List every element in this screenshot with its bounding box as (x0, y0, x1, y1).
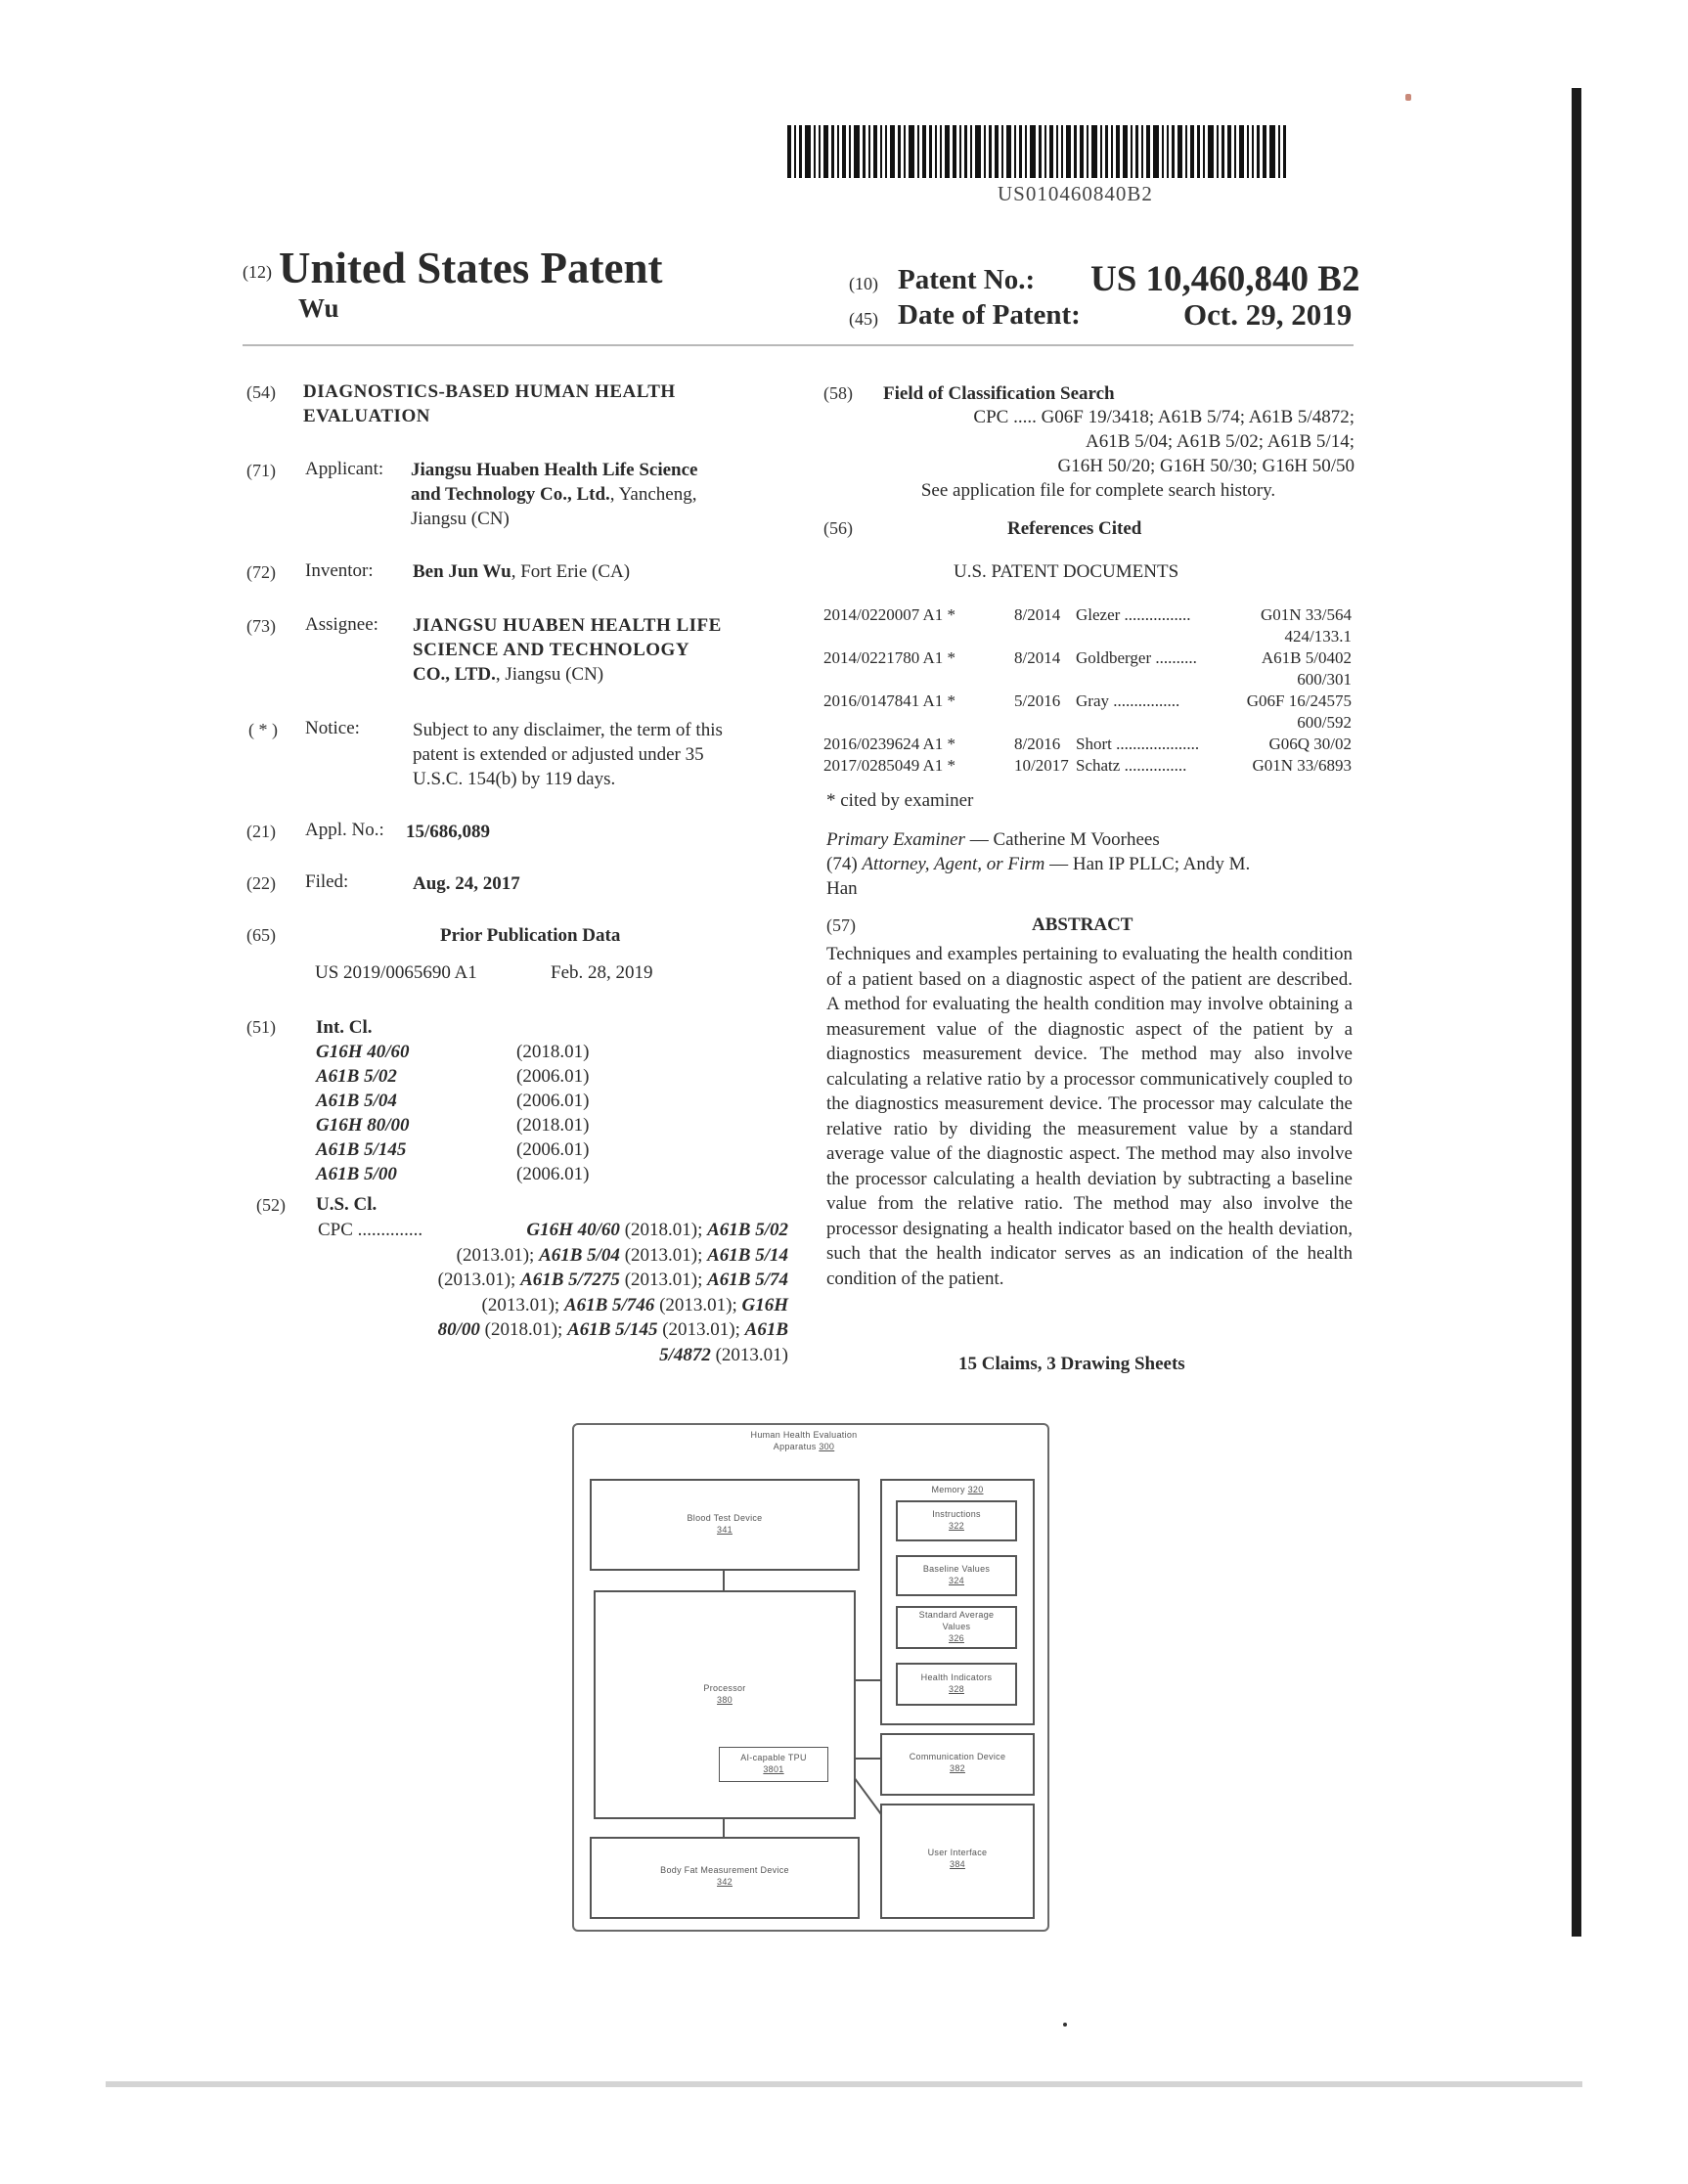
int-cl-version: (2018.01) (516, 1115, 590, 1136)
section-title: Field of Classification Search (883, 383, 1115, 404)
field-code: (21) (246, 822, 276, 841)
reference-class: A61B 5/0402 (1261, 648, 1352, 667)
barcode-bar (880, 125, 882, 178)
barcode-bar (970, 125, 972, 178)
figure-ref-num: 300 (819, 1442, 835, 1451)
barcode-bar (989, 125, 992, 178)
us-cl-line: G16H 40/60 (2018.01); A61B 5/02 (526, 1220, 788, 1240)
barcode-bar (873, 125, 877, 178)
us-cl-code: A61B 5/74 (707, 1270, 788, 1290)
attorney-name: — Han IP PLLC; Andy M. (1049, 854, 1251, 874)
field-code: (74) (826, 854, 858, 874)
scan-bottom-edge (106, 2081, 1582, 2087)
barcode-bar (1091, 125, 1097, 178)
barcode-bar (1030, 125, 1036, 178)
standard-average-values-box (896, 1606, 1017, 1649)
barcode-bar (922, 125, 926, 178)
int-cl-row (316, 1064, 629, 1089)
barcode-bar (1269, 125, 1275, 178)
barcode-bar (1049, 125, 1053, 178)
int-cl-code: A61B 5/04 (316, 1091, 397, 1111)
us-cl-code: A61B 5/746 (563, 1294, 655, 1315)
us-cl-code: 5/4872 (659, 1344, 711, 1365)
reference-class: G01N 33/6893 (1252, 756, 1352, 775)
box-label: Body Fat Measurement Device (660, 1865, 789, 1875)
reference-row (823, 604, 1352, 626)
classification-note: See application file for complete search history. (920, 480, 1276, 501)
barcode-bar (959, 125, 961, 178)
cpc-label: CPC .............. (318, 1220, 423, 1240)
classification-line: A61B 5/04; A61B 5/02; A61B 5/14; (1085, 431, 1355, 452)
box-ref-num: 380 (717, 1695, 733, 1705)
box-label: Instructions (932, 1509, 981, 1519)
barcode-bar (1001, 125, 1003, 178)
barcode-bar (823, 125, 828, 178)
applicant-region: Jiangsu (CN) (411, 509, 510, 529)
date-code: (45) (849, 309, 878, 329)
int-cl-version: (2006.01) (516, 1066, 590, 1087)
int-cl-row (316, 1137, 629, 1162)
assignee-name: JIANGSU HUABEN HEALTH LIFE (413, 615, 722, 636)
barcode-bar (1252, 125, 1254, 178)
us-cl-code: 80/00 (437, 1319, 480, 1340)
attorney (826, 852, 1250, 876)
int-cl-row (316, 1113, 629, 1137)
inventor-surname: Wu (298, 293, 339, 323)
us-cl-code: A61B 5/04 (539, 1244, 620, 1266)
barcode-bar (1263, 125, 1266, 178)
barcode-bar (940, 125, 942, 178)
reference-date: 8/2014 (1014, 605, 1061, 624)
box-label: Standard Average (918, 1610, 995, 1620)
reference-name: Glezer ................ (1076, 605, 1191, 624)
field-code: (54) (246, 382, 276, 402)
user-interface-box (880, 1804, 1035, 1919)
us-cl-code: A61B 5/7275 (520, 1270, 620, 1290)
notice-text: U.S.C. 154(b) by 119 days. (413, 769, 616, 789)
int-cl-row (316, 1040, 629, 1064)
barcode-bar (1222, 125, 1224, 178)
box-label: Values (942, 1622, 971, 1631)
connector (723, 1817, 725, 1837)
barcode-bar (794, 125, 796, 178)
primary-examiner (826, 827, 1160, 852)
barcode-bar (1153, 125, 1159, 178)
barcode-bar (1135, 125, 1138, 178)
cited-note: * cited by examiner (826, 790, 974, 811)
barcode-bar (1234, 125, 1236, 178)
box-label: Blood Test Device (687, 1513, 763, 1523)
reference-date: 10/2017 (1014, 756, 1069, 775)
barcode-bar (1208, 125, 1214, 178)
field-code: (22) (246, 873, 276, 893)
section-title: References Cited (1007, 518, 1142, 539)
field-label: Filed: (305, 871, 349, 892)
reference-name: Schatz ............... (1076, 756, 1187, 775)
inventor-location: , Fort Erie (CA) (511, 561, 631, 582)
barcode-bar (904, 125, 906, 178)
barcode-bar (1014, 125, 1016, 178)
section-title: Int. Cl. (316, 1017, 373, 1038)
examiner-name: — Catherine M Voorhees (969, 829, 1160, 850)
box-ref-num: 328 (949, 1684, 964, 1694)
barcode-bar (1044, 125, 1046, 178)
reference-class: G06Q 30/02 (1268, 735, 1352, 753)
assignee-location: , Jiangsu (CN) (495, 664, 604, 685)
box-label: User Interface (927, 1848, 988, 1857)
us-cl-code: A61B 5/145 (567, 1319, 658, 1340)
barcode-bar (885, 125, 887, 178)
tpu-box (719, 1747, 828, 1782)
connector (723, 1569, 725, 1590)
barcode-bar (935, 125, 937, 178)
abstract-heading: ABSTRACT (1032, 914, 1133, 935)
barcode-bar (1066, 125, 1071, 178)
barcode-bar (1278, 125, 1280, 178)
int-cl-code: G16H 40/60 (316, 1042, 410, 1062)
us-cl-code: A61B (744, 1319, 788, 1340)
barcode-bar (1247, 125, 1249, 178)
connector (854, 1679, 880, 1681)
box-label: Communication Device (909, 1752, 1006, 1761)
representative-figure (572, 1423, 1049, 1932)
reference-doc: 2014/0220007 A1 * (823, 605, 956, 624)
notice-text: Subject to any disclaimer, the term of this (413, 720, 723, 740)
us-cl-line: (2013.01); A61B 5/7275 (2013.01); A61B 5/74 (437, 1270, 788, 1290)
classification-line: CPC ..... G06F 19/3418; A61B 5/74; A61B 5/4872; (973, 407, 1355, 427)
barcode-bar (837, 125, 839, 178)
field-code: (73) (246, 616, 276, 636)
reference-row (823, 691, 1352, 712)
field-code: ( * ) (248, 720, 278, 739)
assignee-name: SCIENCE AND TECHNOLOGY (413, 640, 690, 660)
us-cl-line: 5/4872 (2013.01) (659, 1344, 788, 1365)
instructions-box (896, 1500, 1017, 1541)
barcode-number: US010460840B2 (998, 182, 1153, 205)
reference-subclass: 424/133.1 (1284, 627, 1352, 646)
date-label: Date of Patent: (898, 299, 1081, 331)
us-cl-line: (2013.01); A61B 5/746 (2013.01); G16H (481, 1294, 788, 1315)
barcode-bar (1167, 125, 1169, 178)
section-subtitle: U.S. PATENT DOCUMENTS (954, 561, 1179, 582)
reference-doc: 2014/0221780 A1 * (823, 648, 956, 667)
box-label: Memory (931, 1485, 965, 1494)
reference-row (823, 647, 1352, 669)
barcode-bar (964, 125, 967, 178)
box-ref-num: 341 (717, 1525, 733, 1535)
barcode-bar (814, 125, 816, 178)
claims-count: 15 Claims, 3 Drawing Sheets (958, 1354, 1185, 1374)
barcode-bar (975, 125, 981, 178)
document-title: United States Patent (279, 244, 663, 292)
connector (854, 1679, 856, 1758)
barcode-bar (1131, 125, 1133, 178)
us-cl-code: A61B 5/02 (707, 1220, 788, 1240)
notice-text: patent is extended or adjusted under 35 (413, 744, 704, 765)
barcode-bar (1283, 125, 1286, 178)
barcode-bar (1105, 125, 1108, 178)
barcode-bar (1239, 125, 1244, 178)
barcode-bar (1080, 125, 1084, 178)
barcode-bar (805, 125, 811, 178)
patent-no-code: (10) (849, 274, 878, 293)
barcode-bar (1025, 125, 1027, 178)
barcode-bar (1123, 125, 1128, 178)
reference-row (823, 755, 1352, 777)
box-ref-num: 320 (967, 1485, 984, 1494)
patent-date: Oct. 29, 2019 (1183, 297, 1353, 332)
barcode-bar (1185, 125, 1187, 178)
field-code: (71) (246, 461, 276, 480)
scan-edge-shadow (1572, 88, 1581, 1937)
int-cl-code: A61B 5/00 (316, 1164, 397, 1184)
header-rule (243, 344, 1354, 346)
scan-speck (1405, 94, 1411, 101)
reference-name: Gray ................ (1076, 691, 1180, 710)
barcode-bar (1177, 125, 1182, 178)
int-cl-row (316, 1162, 629, 1186)
box-ref-num: 324 (949, 1576, 964, 1585)
barcode-bar (842, 125, 846, 178)
int-cl-code: G16H 80/00 (316, 1115, 410, 1136)
int-cl-row (316, 1089, 629, 1113)
attorney-name: Han (826, 878, 858, 899)
box-ref-num: 3801 (763, 1764, 784, 1774)
barcode-bar (898, 125, 901, 178)
reference-subclass: 600/301 (1297, 670, 1352, 689)
section-title: U.S. Cl. (316, 1194, 378, 1215)
section-title: Prior Publication Data (440, 925, 621, 946)
publication-number: US 2019/0065690 A1 (315, 962, 477, 983)
field-code: (51) (246, 1017, 276, 1037)
barcode-bar (1141, 125, 1143, 178)
applicant-name: and Technology Co., Ltd. (411, 484, 610, 505)
barcode-bar (1039, 125, 1042, 178)
filed-date: Aug. 24, 2017 (413, 873, 520, 894)
barcode-bar (1111, 125, 1113, 178)
field-label: Appl. No.: (305, 820, 384, 840)
patent-number: US 10,460,840 B2 (1090, 259, 1360, 299)
application-number: 15/686,089 (406, 822, 491, 842)
memory-box (880, 1479, 1035, 1725)
barcode-bar (799, 125, 802, 178)
barcode-bar (890, 125, 895, 178)
barcode-bar (868, 125, 870, 178)
field-code: (58) (823, 383, 853, 403)
barcode-bar (1056, 125, 1058, 178)
barcode-bar (849, 125, 851, 178)
reference-subclass: 600/592 (1297, 713, 1352, 732)
reference-name: Short .................... (1076, 735, 1200, 753)
reference-doc: 2016/0239624 A1 * (823, 735, 956, 753)
barcode-bar (953, 125, 956, 178)
field-code: (56) (823, 518, 853, 538)
reference-doc: 2016/0147841 A1 * (823, 691, 956, 710)
barcode-bar (787, 125, 791, 178)
figure-title-line: Apparatus (773, 1442, 817, 1451)
field-code: (57) (826, 915, 856, 935)
barcode-bar (1006, 125, 1011, 178)
us-cl-code: A61B 5/14 (707, 1244, 788, 1266)
baseline-values-box (896, 1555, 1017, 1596)
processor-box (594, 1590, 856, 1819)
reference-date: 5/2016 (1014, 691, 1061, 710)
barcode-bar (1019, 125, 1022, 178)
box-ref-num: 342 (717, 1877, 733, 1887)
scan-dot (1063, 2023, 1067, 2027)
field-label: Assignee: (305, 614, 378, 635)
barcode-bar (819, 125, 821, 178)
reference-row (823, 734, 1352, 755)
assignee-name: CO., LTD. (413, 664, 496, 685)
box-ref-num: 322 (949, 1521, 964, 1531)
patent-no-label: Patent No.: (898, 264, 1036, 295)
blood-test-device-box (590, 1479, 860, 1571)
applicant-city: , Yancheng, (609, 484, 697, 505)
body-fat-device-box (590, 1837, 860, 1919)
field-code: (65) (246, 925, 276, 945)
abstract-text: Techniques and examples pertaining to evaluating the health condition of a patient based on a diagnostic aspect of the patient are described. A method for evaluating the health condition may involve obtaining a measurement value of the diagnostic aspect of the patient by a diagnostics measurement device. The method may also involve calculating a relative ratio by a processor communicatively coupled to the diagnostics measurement device. The processor may calculate the relative ratio by dividing the measurement value by a standard average value of the diagnostic aspect. The method may also involve the processor calculating a health deviation by subtracting a baseline value from the relative ratio. The method may also involve the processor designating a health indicator based on the health deviation, such that the health indicator serves as an indication of the health condition of the patient. (826, 944, 1353, 1289)
barcode-bar (863, 125, 866, 178)
invention-title-line: DIAGNOSTICS-BASED HUMAN HEALTH (303, 381, 676, 402)
int-cl-code: A61B 5/02 (316, 1066, 397, 1087)
field-code: (72) (246, 562, 276, 582)
us-cl-code: G16H 40/60 (526, 1220, 620, 1240)
barcode-bar (909, 125, 914, 178)
us-cl-line: 80/00 (2018.01); A61B 5/145 (2013.01); A61B (437, 1319, 788, 1340)
barcode-bar (995, 125, 999, 178)
box-ref-num: 326 (949, 1633, 964, 1643)
barcode-bar (1257, 125, 1260, 178)
examiner-label: Primary Examiner (826, 829, 965, 850)
box-label: AI-capable TPU (740, 1753, 807, 1762)
box-ref-num: 384 (950, 1859, 965, 1869)
connector (854, 1777, 883, 1816)
us-cl-code: G16H (741, 1294, 788, 1315)
reference-date: 8/2016 (1014, 735, 1061, 753)
barcode-bar (1227, 125, 1231, 178)
barcode-bar (945, 125, 950, 178)
int-cl-version: (2018.01) (516, 1042, 590, 1062)
box-label: Baseline Values (922, 1564, 991, 1574)
reference-doc: 2017/0285049 A1 * (823, 756, 956, 775)
barcode-bar (1087, 125, 1088, 178)
barcode-bar (1074, 125, 1077, 178)
inventor-name: Ben Jun Wu (413, 561, 511, 582)
barcode (787, 125, 1356, 178)
figure-title-line: Human Health Evaluation (750, 1430, 858, 1440)
reference-name: Goldberger .......... (1076, 648, 1197, 667)
applicant-name: Jiangsu Huaben Health Life Science (411, 460, 698, 480)
attorney-label: Attorney, Agent, or Firm (862, 854, 1045, 874)
health-indicators-box (896, 1663, 1017, 1706)
field-label: Notice: (305, 718, 360, 738)
reference-class: G06F 16/24575 (1246, 691, 1352, 710)
kind-code-number: (12) (243, 262, 272, 282)
barcode-bar (1203, 125, 1205, 178)
barcode-bar (1146, 125, 1150, 178)
barcode-bar (984, 125, 986, 178)
references-table (823, 604, 1352, 777)
barcode-bar (1100, 125, 1102, 178)
box-ref-num: 382 (950, 1763, 965, 1773)
barcode-bar (1061, 125, 1063, 178)
publication-date: Feb. 28, 2019 (551, 962, 653, 983)
reference-date: 8/2014 (1014, 648, 1061, 667)
box-label: Processor (703, 1683, 746, 1693)
field-label: Applicant: (305, 459, 384, 479)
int-cl-version: (2006.01) (516, 1164, 590, 1184)
barcode-bar (917, 125, 919, 178)
barcode-bar (1172, 125, 1175, 178)
field-code: (52) (256, 1195, 286, 1215)
barcode-bar (854, 125, 860, 178)
figure-title (691, 1429, 916, 1452)
int-cl-version: (2006.01) (516, 1091, 590, 1111)
barcode-bar (1190, 125, 1194, 178)
barcode-bar (929, 125, 932, 178)
communication-device-box (880, 1733, 1035, 1796)
barcode-bar (831, 125, 834, 178)
box-label: Health Indicators (920, 1672, 993, 1682)
classification-line: G16H 50/20; G16H 50/30; G16H 50/50 (1057, 456, 1355, 476)
field-label: Inventor: (305, 560, 374, 581)
us-cl-text (333, 1218, 788, 1367)
int-cl-version: (2006.01) (516, 1139, 590, 1160)
barcode-bar (1197, 125, 1200, 178)
barcode-bar (1116, 125, 1120, 178)
int-cl-list (316, 1040, 629, 1186)
connector (854, 1758, 880, 1760)
us-cl-line: (2013.01); A61B 5/04 (2013.01); A61B 5/14 (456, 1244, 788, 1266)
barcode-bar (1162, 125, 1164, 178)
int-cl-code: A61B 5/145 (316, 1139, 407, 1160)
reference-class: G01N 33/564 (1260, 605, 1352, 624)
invention-title-line: EVALUATION (303, 406, 430, 426)
barcode-bar (1217, 125, 1219, 178)
